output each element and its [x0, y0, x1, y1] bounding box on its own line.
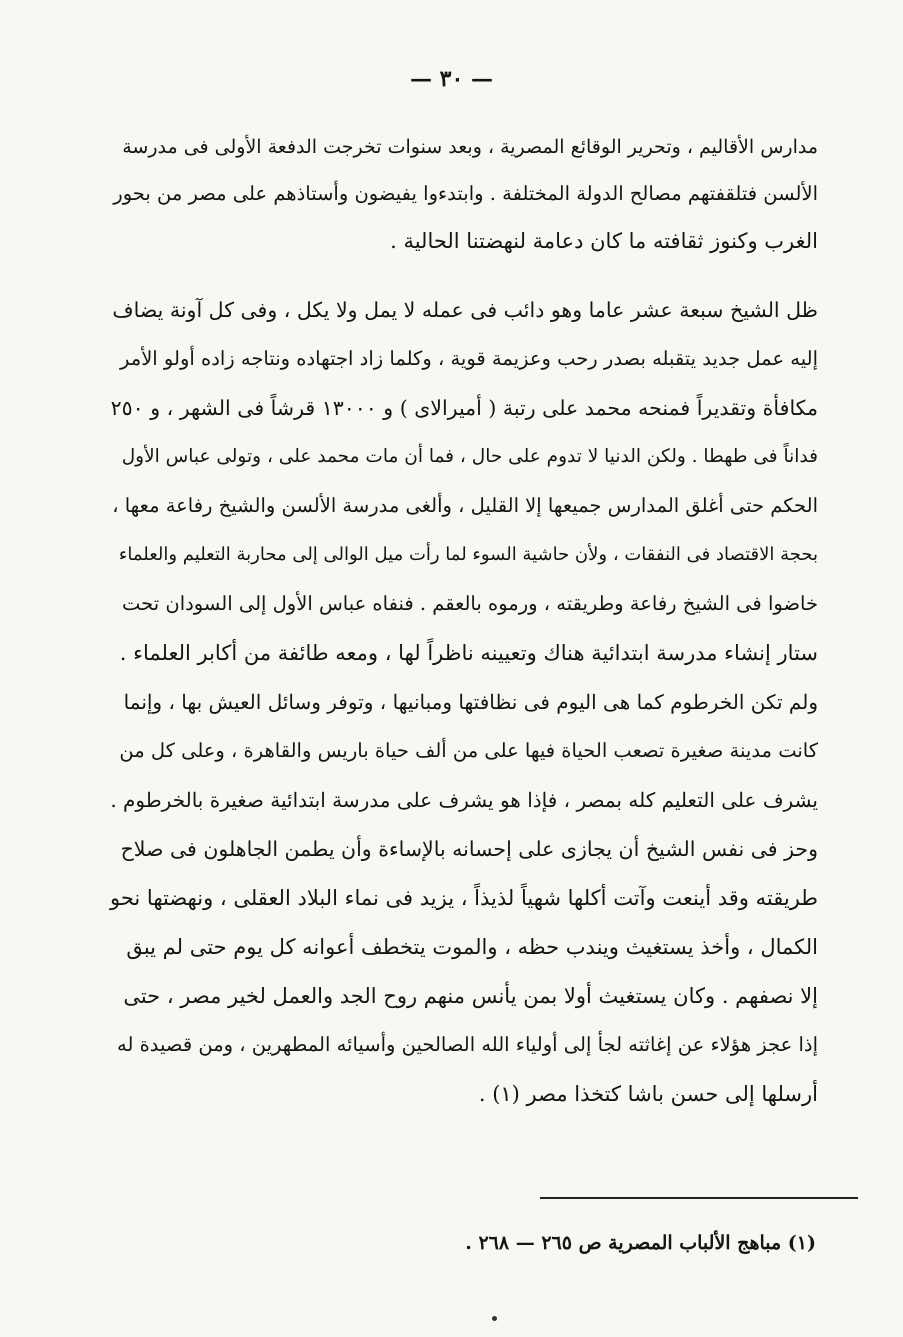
- page-number: — ٣٠ —: [410, 66, 493, 92]
- footnote: (١) مباهج الألباب المصرية ص ٢٦٥ — ٢٦٨ .: [465, 1232, 816, 1254]
- document-page: — ٣٠ — مدارس الأقاليم ، وتحرير الوقائع المصرية ، وبعد سنوات تخرجت الدفعة الأولى فى مدرسة الألسن فتلقفتهم مصالح الدولة المختلفة . وابتدءوا يفيضون وأستاذهم على مصر من بحور الغرب وكنوز ثقافته ما كان دعامة لنهضتنا الحالية . ظل الشيخ سبعة عشر عاما وهو دائب فى عمله لا يمل ولا يكل ، وفى كل آونة يضاف إليه عمل جديد يتقبله بصدر رحب وعزيمة قوية ، وكلما زاد اجتهاده ونتاجه زاده أولو الأمر مكافأة وتقديراً فمنحه محمد على رتبة ( أميرالاى ) و ١٣٠٠٠ قرشاً فى الشهر ، و ٢٥٠ فداناً فى طهطا . ولكن الدنيا لا تدوم على حال ، فما أن مات محمد على ، وتولى عباس الأول الحكم حتى أغلق المدارس جميعها إلا القليل ، وألغى مدرسة الألسن والشيخ رفاعة معها ، بحجة الاقتصاد فى النفقات ، ولأن حاشية السوء لما رأت ميل الوالى إلى محاربة التعليم والعلماء خاضوا فى الشيخ رفاعة وطريقته ، ورموه بالعقم . فنفاه عباس الأول إلى السودان تحت ستار إنشاء مدرسة ابتدائية هناك وتعيينه ناظراً لها ، ومعه طائفة من أكابر العلماء . ولم تكن الخرطوم كما هى اليوم فى نظافتها ومبانيها ، وتوفر وسائل العيش بها ، وإنما كانت مدينة صغيرة تصعب الحياة فيها على من ألف حياة باريس والقاهرة ، وعلى كل من يشرف على التعليم كله بمصر ، فإذا هو يشرف على مدرسة ابتدائية صغيرة بالخرطوم . وحز فى نفس الشيخ أن يجازى على إحسانه بالإساءة وأن يطمن الجاهلون فى صلاح طريقته وقد أينعت وآتت أكلها شهياً لذيذاً ، يزيد فى نماء البلاد العقلى ، ونهضتها نحو الكمال ، وأخذ يستغيث ويندب حظه ، والموت يتخطف أعوانه كل يوم حتى لم يبق إلا نصفهم . وكان يستغيث أولا بمن يأنس منهم روح الجد والعمل لخير مصر ، حتى إذا عجز هؤلاء عن إغاثته لجأ إلى أولياء الله الصالحين وأسيائه المطهرين ، ومن قصيدة له أرسلها إلى حسن باشا كتخذا مصر (١) . (١) مباهج الألباب المصرية ص ٢٦٥ — ٢٦٨ .: [0, 0, 903, 1337]
- footnote-divider: [540, 1197, 858, 1199]
- scan-speck: [492, 1316, 497, 1321]
